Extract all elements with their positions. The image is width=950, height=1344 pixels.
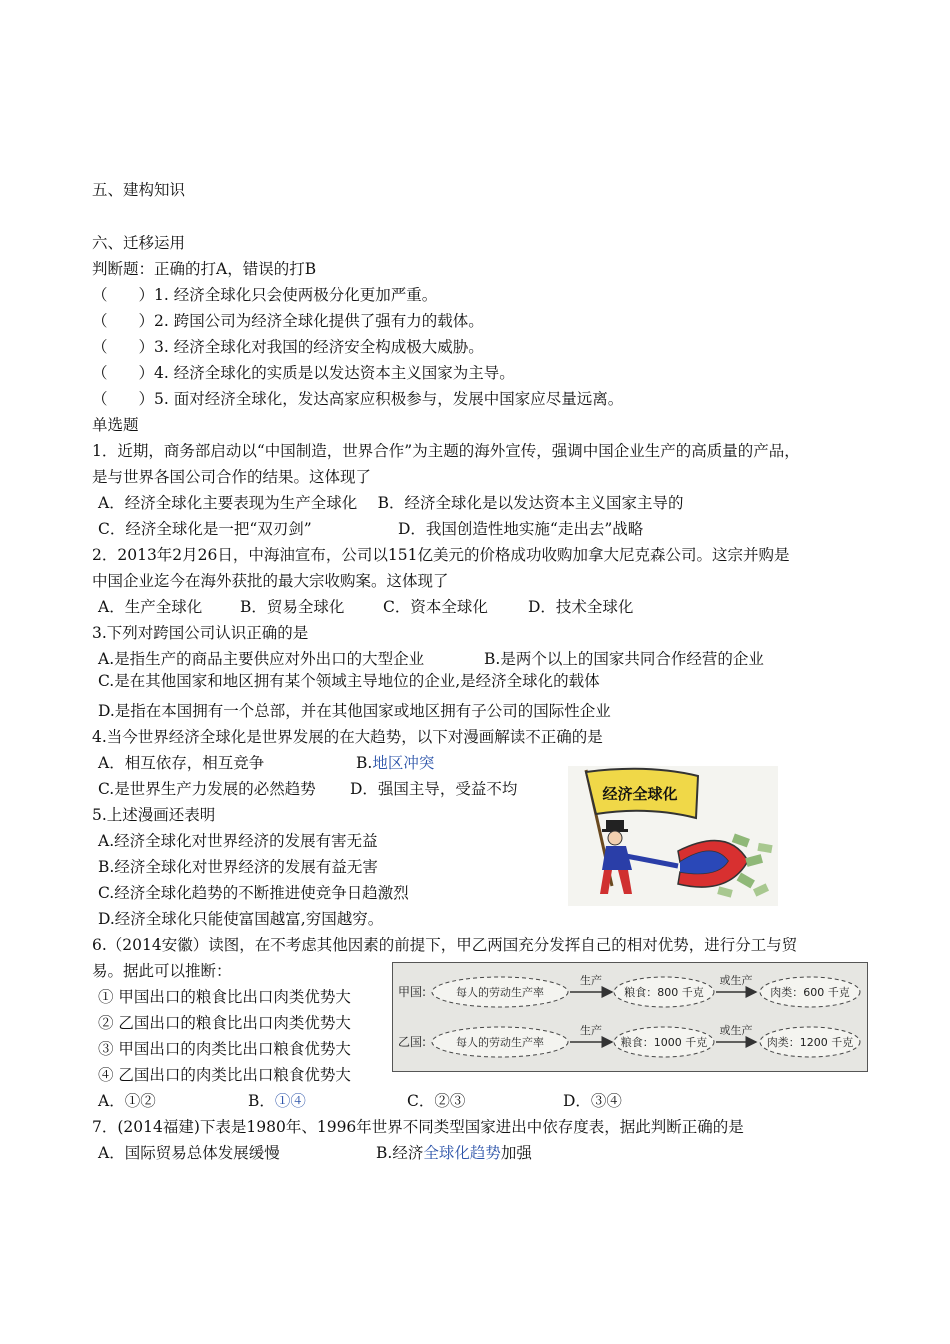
q5-option-c: C.经济全球化趋势的不断推进使竞争日趋激烈 bbox=[98, 884, 409, 902]
q1-options-ab: A．经济全球化主要表现为生产全球化 B．经济全球化是以发达资本主义国家主导的 bbox=[98, 494, 684, 512]
q7-option-b-label: B.经济 bbox=[376, 1144, 424, 1162]
flag-text: 经济全球化 bbox=[602, 785, 678, 803]
q2-option-b: B．贸易全球化 bbox=[240, 598, 345, 616]
q5-option-d: D.经济全球化只能使富国越富,穷国越穷。 bbox=[98, 910, 384, 928]
q6-item: ④ 乙国出口的肉类比出口粮食优势大 bbox=[98, 1066, 351, 1084]
jia-country-label: 甲国: bbox=[398, 985, 427, 999]
globalization-cartoon bbox=[568, 766, 778, 906]
q4-option-b-text: 地区冲突 bbox=[372, 754, 435, 772]
q5-stem: 5.上述漫画还表明 bbox=[92, 806, 216, 824]
q1-option-d: D．我国创造性地实施“走出去”战略 bbox=[398, 520, 644, 538]
q3-option-c: C.是在其他国家和地区拥有某个领域主导地位的企业,是经济全球化的载体 bbox=[98, 672, 600, 690]
judge-item: （ ）3. 经济全球化对我国的经济安全构成极大威胁。 bbox=[92, 338, 484, 356]
q6-option-d: D．③④ bbox=[563, 1092, 622, 1110]
q4-stem: 4.当今世界经济全球化是世界发展的在大趋势，以下对漫画解读不正确的是 bbox=[92, 728, 603, 746]
q7-stem: 7．(2014福建)下表是1980年、1996年世界不同类型国家进出中依存度表，据此判断正确的是 bbox=[92, 1118, 744, 1136]
q6-item: ③ 甲国出口的肉类比出口粮食优势大 bbox=[98, 1040, 351, 1058]
q3-option-a: A.是指生产的商品主要供应对外出口的大型企业 bbox=[98, 650, 425, 668]
q1-option-c: C．经济全球化是一把“双刃剑” bbox=[98, 520, 312, 538]
section-title-6: 六、迁移运用 bbox=[92, 234, 186, 252]
judge-item: （ ）1. 经济全球化只会使两极分化更加严重。 bbox=[92, 286, 438, 304]
judge-item: （ ）5. 面对经济全球化，发达高家应积极参与，发展中国家应尽量远离。 bbox=[92, 390, 624, 408]
q6-option-c: C．②③ bbox=[407, 1092, 466, 1110]
jia-or-produce-label: 或生产 bbox=[719, 974, 753, 987]
q4-option-a: A．相互依存，相互竞争 bbox=[98, 754, 265, 772]
q2-option-d: D．技术全球化 bbox=[528, 598, 634, 616]
q6-item: ① 甲国出口的粮食比出口肉类优势大 bbox=[98, 988, 351, 1006]
q6-option-b-text: ①④ bbox=[274, 1092, 306, 1110]
q1-stem-cont: 是与世界各国公司合作的结果。这体现了 bbox=[92, 468, 372, 486]
q7-option-a: A．国际贸易总体发展缓慢 bbox=[98, 1144, 280, 1162]
yi-country-label: 乙国: bbox=[398, 1035, 427, 1049]
jia-productivity-text: 每人的劳动生产率 bbox=[456, 986, 544, 999]
q6-item: ② 乙国出口的粮食比出口肉类优势大 bbox=[98, 1014, 351, 1032]
q6-option-a: A．①② bbox=[98, 1092, 156, 1110]
q2-stem: 2．2013年2月26日，中海油宣布，公司以151亿美元的价格成功收购加拿大尼克森公司。这宗并购是 bbox=[92, 546, 790, 564]
jia-produce-label: 生产 bbox=[580, 974, 602, 987]
q7-option-b-highlight: 全球化趋势 bbox=[423, 1144, 501, 1162]
q2-option-c: C．资本全球化 bbox=[383, 598, 488, 616]
yi-produce-label: 生产 bbox=[580, 1024, 602, 1037]
jia-meat-text: 肉类：600 千克 bbox=[770, 986, 850, 999]
single-choice-title: 单选题 bbox=[92, 416, 139, 434]
q6-stem: 6.（2014安徽）读图，在不考虑其他因素的前提下，甲乙两国充分发挥自己的相对优势，进行分工与贸 bbox=[92, 936, 798, 954]
yi-or-produce-label: 或生产 bbox=[719, 1024, 753, 1037]
yi-productivity-text: 每人的劳动生产率 bbox=[456, 1036, 544, 1049]
judge-item: （ ）4. 经济全球化的实质是以发达资本主义国家为主导。 bbox=[92, 364, 515, 382]
trade-productivity-figure bbox=[392, 962, 868, 1072]
q4-option-b-label: B. bbox=[356, 754, 373, 772]
judge-item: （ ）2. 跨国公司为经济全球化提供了强有力的载体。 bbox=[92, 312, 484, 330]
q7-option-b-suffix: 加强 bbox=[500, 1144, 532, 1162]
jia-grain-text: 粮食：800 千克 bbox=[624, 986, 704, 999]
q6-option-b-label: B． bbox=[248, 1092, 275, 1110]
q2-stem-cont: 中国企业迄今在海外获批的最大宗收购案。这体现了 bbox=[92, 572, 449, 590]
yi-grain-text: 粮食：1000 千克 bbox=[620, 1036, 708, 1049]
q7-option-b bbox=[376, 1143, 532, 1163]
section-title-5: 五、建构知识 bbox=[92, 181, 186, 199]
q3-option-d: D.是指在本国拥有一个总部，并在其他国家或地区拥有子公司的国际性企业 bbox=[98, 702, 611, 720]
q4-option-c: C.是世界生产力发展的必然趋势 bbox=[98, 780, 316, 798]
q4-option-d: D．强国主导，受益不均 bbox=[350, 780, 518, 798]
yi-meat-text: 肉类：1200 千克 bbox=[766, 1036, 854, 1049]
judge-instruction: 判断题：正确的打A，错误的打B bbox=[92, 260, 317, 278]
q3-option-b: B.是两个以上的国家共同合作经营的企业 bbox=[484, 650, 764, 668]
q5-option-b: B.经济全球化对世界经济的发展有益无害 bbox=[98, 858, 378, 876]
q3-stem: 3.下列对跨国公司认识正确的是 bbox=[92, 624, 309, 642]
q4-option-b bbox=[356, 753, 434, 773]
q1-stem: 1．近期，商务部启动以“中国制造，世界合作”为主题的海外宣传，强调中国企业生产的高质量的产品， bbox=[92, 442, 800, 460]
q6-option-b bbox=[248, 1091, 306, 1111]
q2-option-a: A．生产全球化 bbox=[98, 598, 203, 616]
q6-stem-cont: 易。据此可以推断： bbox=[92, 962, 232, 980]
q5-option-a: A.经济全球化对世界经济的发展有害无益 bbox=[98, 832, 378, 850]
